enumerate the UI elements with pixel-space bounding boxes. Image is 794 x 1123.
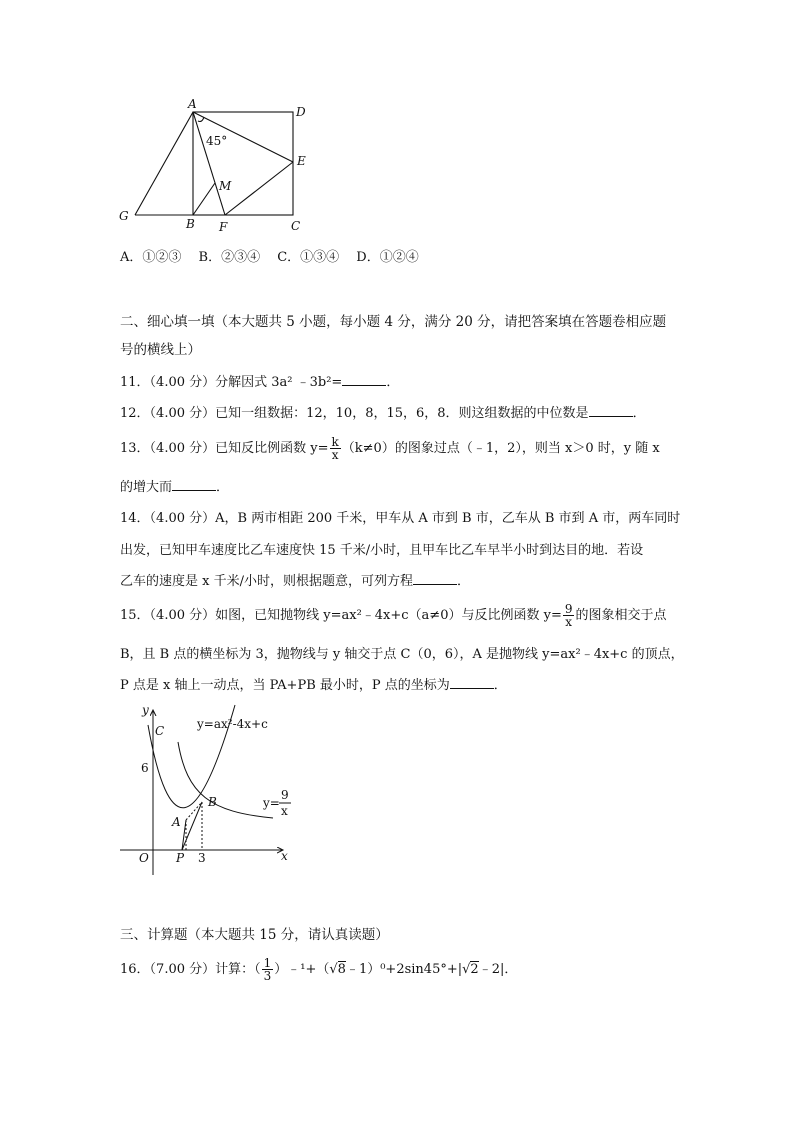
label-p-point: P bbox=[176, 851, 185, 865]
q15-before: 15．（4.00 分）如图，已知抛物线 y=ax²﹣4x+c（a≠0）与反比例函数 y= bbox=[120, 608, 562, 623]
section2-heading-2: 号的横线上） bbox=[120, 342, 201, 358]
answer-blank bbox=[413, 572, 457, 585]
answer-blank bbox=[172, 478, 216, 491]
q14-line3: 乙车的速度是 x 千米/小时，则根据题意，可列方程 bbox=[120, 574, 413, 589]
fraction-one-third bbox=[262, 957, 274, 982]
segment-af bbox=[193, 112, 228, 215]
label-y: y bbox=[142, 703, 149, 717]
square-abcd bbox=[193, 112, 293, 215]
fraction-denominator: x bbox=[331, 448, 339, 462]
sqrt-radicand-1: 8 bbox=[337, 962, 346, 977]
function-graph-figure bbox=[115, 700, 305, 880]
hyperbola-label-numerator: 9 bbox=[281, 788, 289, 802]
label-three: 3 bbox=[198, 851, 206, 865]
section3-heading: 三、计算题（本大题共 15 分，请认真读题） bbox=[120, 927, 389, 943]
question-16 bbox=[120, 957, 517, 982]
label-d: D bbox=[296, 105, 306, 119]
question-15-line3 bbox=[120, 676, 507, 696]
sqrt-sign-1: √ bbox=[329, 962, 338, 977]
answer-blank bbox=[589, 404, 633, 417]
fraction-numerator: 9 bbox=[564, 602, 573, 616]
q13-line2: 的增大而 bbox=[120, 480, 173, 495]
q16-part2: ）﹣¹+（ bbox=[274, 962, 330, 977]
q15-after: 的图象相交于点 bbox=[575, 608, 667, 623]
q14-end: ． bbox=[456, 574, 470, 589]
label-e: E bbox=[297, 154, 306, 168]
label-origin: O bbox=[139, 851, 149, 865]
question-13-line2 bbox=[120, 478, 229, 498]
label-x: x bbox=[281, 849, 288, 863]
geometry-figure bbox=[110, 95, 330, 240]
q15-end: ． bbox=[493, 678, 507, 693]
fraction-numerator: 1 bbox=[263, 956, 272, 970]
section2-heading-1: 二、细心填一填（本大题共 5 小题，每小题 4 分，满分 20 分，请把答案填在答题卷相应题 bbox=[120, 314, 667, 330]
label-a: A bbox=[188, 97, 197, 111]
label-a-point: A bbox=[172, 815, 181, 829]
answer-blank bbox=[450, 676, 494, 689]
label-c-point: C bbox=[155, 724, 165, 738]
q16-prefix: 16．（7.00 分）计算：（ bbox=[120, 962, 261, 977]
q15-line3: P 点是 x 轴上一动点，当 PA+PB 最小时，P 点的坐标为 bbox=[120, 678, 450, 693]
question-14-line2: 出发，已知甲车速度比乙车速度快 15 千米/小时，且甲车比乙车早半小时到达目的地．若设 bbox=[120, 543, 644, 558]
segment-bm bbox=[193, 183, 215, 215]
sqrt-sign-2: √ bbox=[462, 962, 471, 977]
q12-end: ． bbox=[632, 406, 646, 421]
answer-choices: A．①②③ B．②③④ C．①③④ D．①②④ bbox=[120, 250, 419, 265]
segment-ga bbox=[135, 112, 193, 215]
segment-fe bbox=[225, 162, 293, 215]
angle-arc bbox=[198, 117, 204, 122]
label-six: 6 bbox=[141, 761, 149, 775]
fraction-numerator: k bbox=[331, 435, 339, 449]
q16-part3: ﹣1）⁰+2sin45°+| bbox=[345, 962, 463, 977]
label-g: G bbox=[119, 209, 129, 223]
answer-blank bbox=[342, 373, 386, 386]
sqrt-radicand-2: 2 bbox=[470, 962, 479, 977]
question-11 bbox=[120, 373, 399, 393]
label-f: F bbox=[219, 220, 228, 234]
hyperbola-label-prefix: y= bbox=[263, 796, 280, 810]
q11-text: 11．（4.00 分）分解因式 3a² ﹣3b²= bbox=[120, 375, 343, 390]
fraction-9-over-x bbox=[563, 603, 575, 628]
hyperbola-label-denominator: x bbox=[281, 804, 288, 818]
question-15-line2: B，且 B 点的横坐标为 3，抛物线与 y 轴交于点 C（0，6），A 是抛物线 y=ax²﹣4x+c 的顶点， bbox=[120, 647, 684, 662]
label-m: M bbox=[219, 179, 232, 193]
q13-after: （k≠0）的图象过点（﹣1，2），则当 x＞0 时，y 随 x bbox=[341, 441, 660, 456]
question-15-line1 bbox=[120, 603, 667, 628]
parabola-label: y=ax²-4x+c bbox=[197, 717, 268, 731]
q16-part4: ﹣2|． bbox=[478, 962, 518, 977]
q11-end: ． bbox=[386, 375, 400, 390]
hyperbola-curve bbox=[178, 742, 273, 818]
question-14-line3 bbox=[120, 572, 470, 592]
question-13 bbox=[120, 436, 660, 461]
label-c: C bbox=[291, 219, 301, 233]
question-12 bbox=[120, 404, 646, 424]
q13-end: ． bbox=[216, 480, 230, 495]
angle-label: 45° bbox=[206, 134, 228, 148]
label-b: B bbox=[186, 217, 195, 231]
q13-before: 13．（4.00 分）已知反比例函数 y= bbox=[120, 441, 329, 456]
q12-text: 12．（4.00 分）已知一组数据：12，10，8，15，6，8．则这组数据的中位数是 bbox=[120, 406, 589, 421]
fraction-denominator: x bbox=[565, 615, 573, 629]
fraction-k-over-x bbox=[330, 436, 341, 461]
fraction-denominator: 3 bbox=[263, 969, 272, 983]
question-14-line1: 14．（4.00 分）A，B 两市相距 200 千米，甲车从 A 市到 B 市，乙车从 B 市到 A 市，两车同时 bbox=[120, 511, 681, 526]
dashed-ab bbox=[186, 802, 202, 820]
label-b-point: B bbox=[208, 795, 217, 809]
